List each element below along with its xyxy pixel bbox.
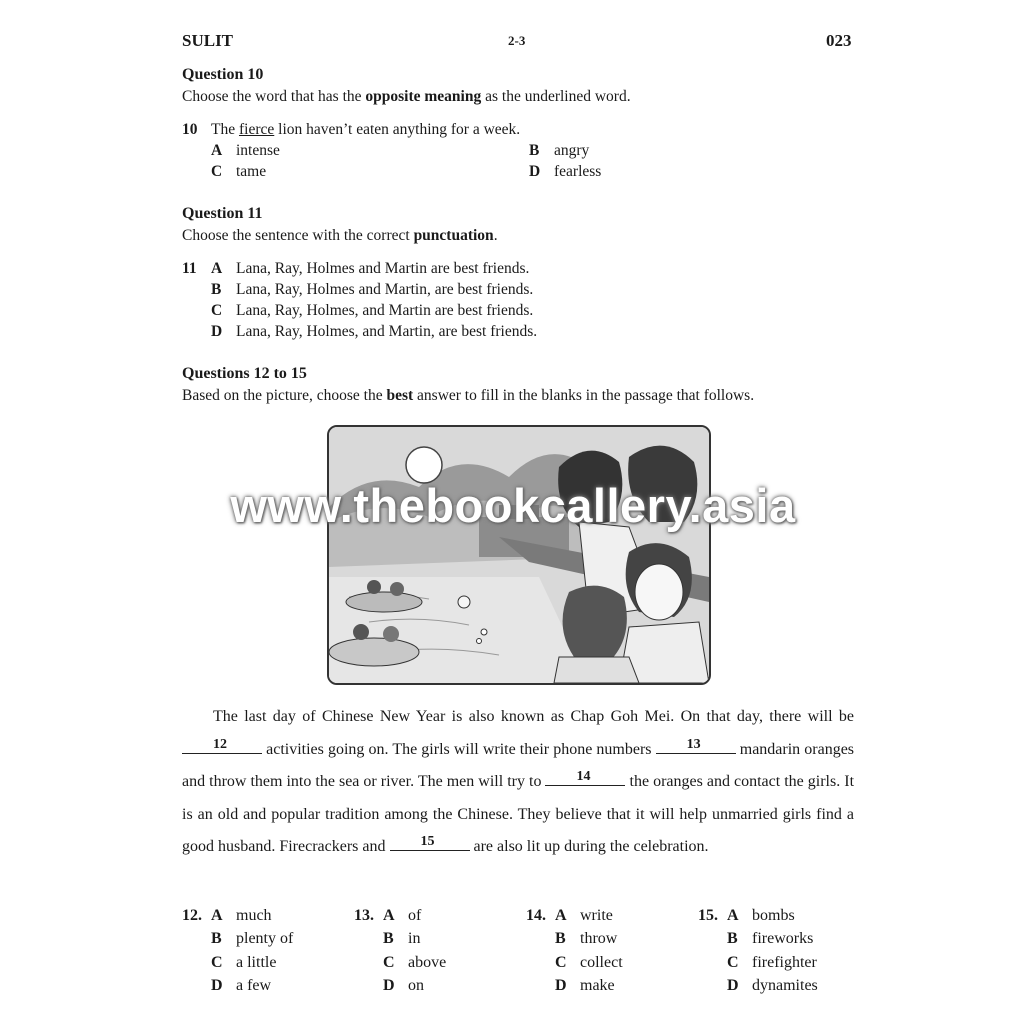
option-text: angry	[554, 142, 590, 159]
option-letter: A	[211, 907, 223, 924]
question-number: 13.	[354, 907, 374, 924]
option-text: Lana, Ray, Holmes, and Martin are best friends.	[236, 302, 534, 319]
option-15c[interactable]	[698, 951, 818, 974]
instruction-text: as the underlined word.	[481, 88, 631, 105]
passage-text: activities going on. The girls will write their phone numbers	[266, 740, 652, 758]
passage-text: The last day of Chinese New Year is also known as Chap Goh Mei. On that day, there will be	[213, 708, 854, 725]
question-number: 14.	[526, 907, 546, 924]
option-letter: B	[727, 930, 738, 948]
option-15d[interactable]	[698, 974, 818, 997]
option-letter: C	[211, 163, 223, 180]
option-text: throw	[580, 930, 618, 948]
page-number: 2-3	[508, 33, 526, 48]
option-10b[interactable]	[529, 142, 589, 160]
option-letter: C	[555, 953, 567, 971]
option-letter: D	[555, 976, 567, 994]
option-letter: A	[211, 142, 223, 159]
option-14c[interactable]	[526, 951, 623, 974]
answer-group-15	[698, 904, 818, 997]
option-text: fireworks	[752, 930, 814, 948]
option-10c[interactable]	[211, 163, 266, 181]
question-number: 11	[182, 260, 197, 277]
instruction-text: .	[493, 227, 498, 244]
instruction-emphasis: opposite meaning	[365, 88, 482, 105]
blank-number: 15	[420, 834, 435, 850]
option-15a[interactable]	[698, 904, 818, 927]
instruction-emphasis: punctuation	[413, 227, 494, 244]
blank-14[interactable]	[545, 771, 625, 786]
option-letter: C	[211, 302, 223, 319]
option-text: bombs	[752, 907, 795, 924]
option-letter: C	[727, 953, 739, 971]
instruction-text: Choose the word that has the	[182, 88, 366, 105]
option-13b[interactable]	[354, 927, 446, 950]
blank-number: 12	[213, 736, 227, 752]
watermark: www.thebookcallery.asia	[230, 479, 796, 532]
passage-text: mandarin oranges and throw them into the sea or river. The men will try to	[182, 740, 855, 791]
option-12c[interactable]	[182, 951, 293, 974]
option-letter: A	[727, 907, 739, 924]
option-letter: D	[211, 323, 223, 340]
option-text: firefighter	[752, 953, 817, 971]
option-13c[interactable]	[354, 951, 446, 974]
option-10d[interactable]	[529, 163, 601, 181]
instruction-text: Choose the sentence with the correct	[182, 227, 414, 244]
option-13a[interactable]	[354, 904, 446, 927]
option-letter: B	[211, 930, 222, 948]
option-11c[interactable]	[211, 302, 533, 320]
option-13d[interactable]	[354, 974, 446, 997]
option-text: plenty of	[236, 930, 294, 948]
option-text: on	[408, 976, 424, 994]
questions-12-15-instruction	[182, 387, 754, 405]
option-letter: A	[211, 260, 223, 277]
option-text: tame	[236, 163, 267, 180]
option-letter: B	[555, 930, 566, 948]
blank-number: 13	[686, 736, 701, 752]
option-text: fearless	[554, 163, 602, 180]
option-12b[interactable]	[182, 927, 293, 950]
option-14a[interactable]	[526, 904, 623, 927]
answer-group-13	[354, 904, 446, 997]
option-11a[interactable]	[182, 260, 529, 278]
question-11-title: Question 11	[182, 205, 263, 222]
question-10-stem	[182, 121, 520, 139]
instruction-emphasis: best	[386, 387, 414, 404]
question-number: 12.	[182, 907, 202, 924]
option-text: Lana, Ray, Holmes and Martin are best friends.	[236, 260, 530, 277]
option-text: intense	[236, 142, 280, 159]
question-number: 10	[182, 121, 198, 138]
option-11b[interactable]	[211, 281, 533, 299]
option-letter: C	[383, 953, 395, 971]
blank-number: 14	[576, 769, 591, 785]
option-text: much	[236, 907, 272, 924]
option-letter: B	[529, 142, 540, 159]
instruction-text: Based on the picture, choose the	[182, 387, 387, 404]
instruction-text: answer to fill in the blanks in the passage that follows.	[413, 387, 755, 404]
question-11-instruction	[182, 227, 498, 245]
option-14b[interactable]	[526, 927, 623, 950]
blank-13[interactable]	[656, 736, 736, 754]
option-text: a few	[236, 976, 272, 994]
option-14d[interactable]	[526, 974, 623, 997]
option-letter: D	[727, 976, 739, 994]
question-number: 15.	[698, 907, 718, 924]
blank-12[interactable]	[182, 736, 262, 754]
option-text: write	[580, 907, 613, 924]
option-letter: A	[383, 907, 395, 924]
underlined-word: fierce	[238, 121, 275, 138]
option-letter: D	[211, 976, 223, 994]
option-text: dynamites	[752, 976, 818, 994]
header-left: SULIT	[182, 31, 234, 50]
option-text: of	[408, 907, 422, 924]
question-10-instruction	[182, 88, 631, 106]
option-text: a little	[236, 953, 277, 971]
answer-group-14	[526, 904, 623, 997]
option-letter: D	[529, 163, 541, 180]
answer-group-12	[182, 904, 293, 997]
option-text: collect	[580, 953, 623, 971]
passage-text: are also lit up during the celebration.	[473, 838, 709, 856]
questions-12-15-title: Questions 12 to 15	[182, 365, 307, 382]
option-10a[interactable]	[211, 142, 280, 160]
option-text: Lana, Ray, Holmes, and Martin, are best friends.	[236, 323, 538, 340]
option-letter: A	[555, 907, 567, 924]
option-12d[interactable]	[182, 974, 293, 997]
stem-text: lion haven’t eaten anything for a week.	[274, 121, 521, 138]
passage-text: the oranges and contact the girls. It is an old and popular tradition among the Chinese. They believe that it will help unmarried girls find a good husband. Firecrackers and	[182, 773, 855, 856]
option-letter: D	[383, 976, 395, 994]
illustration-drawing	[329, 427, 709, 683]
stem-text: The	[211, 121, 239, 138]
question-10-title: Question 10	[182, 66, 264, 83]
option-text: make	[580, 976, 615, 994]
blank-15[interactable]	[390, 836, 470, 851]
passage	[182, 701, 854, 864]
option-letter: C	[211, 953, 223, 971]
option-11d[interactable]	[211, 323, 537, 341]
option-12a[interactable]	[182, 904, 293, 927]
option-15b[interactable]	[698, 927, 818, 950]
option-text: above	[408, 953, 447, 971]
illustration-picture	[327, 425, 711, 685]
option-text: in	[408, 930, 421, 948]
paper-code: 023	[826, 31, 852, 50]
option-letter: B	[211, 281, 222, 298]
option-text: Lana, Ray, Holmes and Martin, are best friends.	[236, 281, 534, 298]
option-letter: B	[383, 930, 394, 948]
